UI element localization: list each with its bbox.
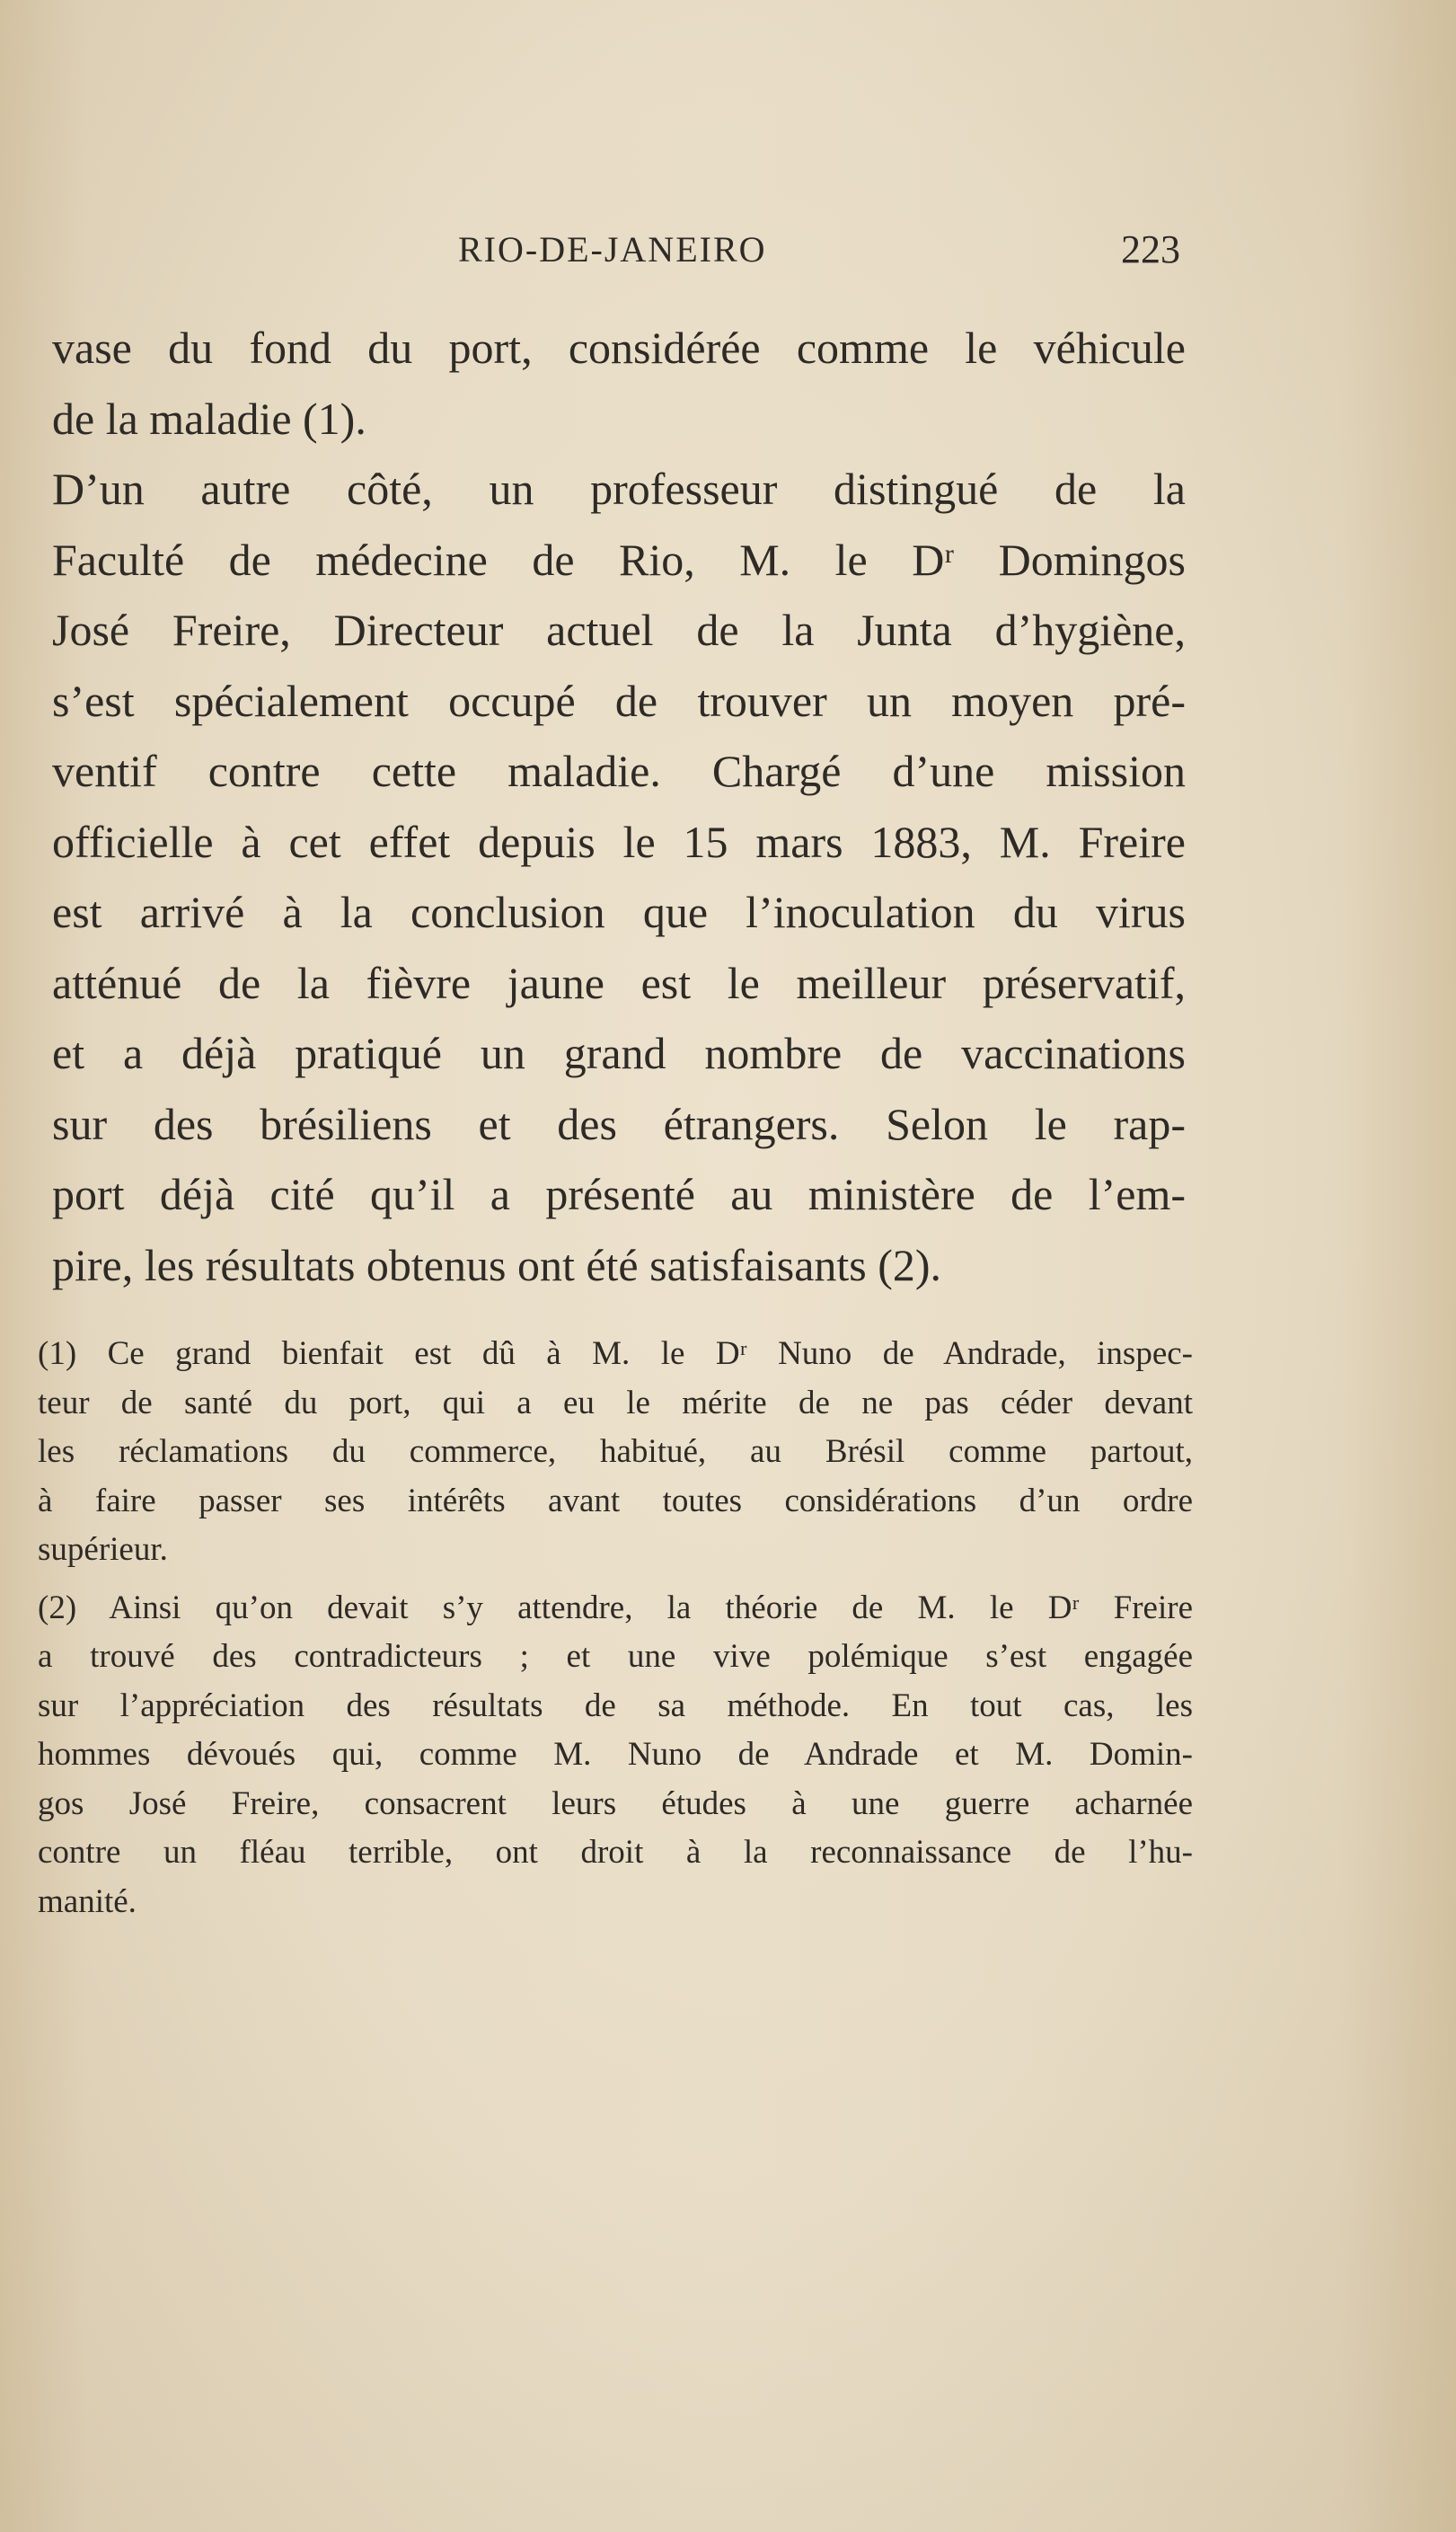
- footnote-line: manité.: [38, 1882, 137, 1920]
- body-line: D’un autre côté, un professeur distingué de la: [52, 464, 1186, 514]
- footnote-line: hommes dévoués qui, comme M. Nuno de Andrade et M. Domin-: [38, 1736, 1193, 1773]
- footnote-line: a trouvé des contradicteurs ; et une vive polémique s’est engagée: [38, 1638, 1193, 1675]
- footnote-line: supérieur.: [38, 1531, 168, 1568]
- running-title: RIO-DE-JANEIRO: [458, 229, 767, 270]
- body-line: de la maladie (1).: [52, 393, 366, 444]
- page-number: 223: [1121, 227, 1180, 271]
- footnote-line: teur de santé du port, qui a eu le mérite de ne pas céder devant: [38, 1384, 1193, 1421]
- body-line: est arrivé à la conclusion que l’inoculation du virus: [52, 887, 1186, 937]
- footnote-line: (1) Ce grand bienfait est dû à M. le Dʳ Nuno de Andrade, inspec-: [38, 1335, 1193, 1372]
- footnotes: [38, 1330, 1193, 1926]
- body-line: officielle à cet effet depuis le 15 mars 1883, M. Freire: [52, 816, 1186, 867]
- footnote-line: contre un fléau terrible, ont droit à la reconnaissance de l’hu-: [38, 1834, 1193, 1871]
- main-paragraphs: [52, 313, 1186, 1300]
- body-line: sur des brésiliens et des étrangers. Selon le rap-: [52, 1098, 1186, 1149]
- footnote-line: les réclamations du commerce, habitué, au Brésil comme partout,: [38, 1433, 1193, 1470]
- body-line: vase du fond du port, considérée comme le véhicule: [52, 323, 1186, 373]
- body-line: port déjà cité qu’il a présenté au ministère de l’em-: [52, 1169, 1186, 1219]
- footnote-line: (2) Ainsi qu’on devait s’y attendre, la théorie de M. le Dʳ Freire: [38, 1589, 1193, 1626]
- body-line: s’est spécialement occupé de trouver un moyen pré-: [52, 675, 1186, 726]
- footnote-line: sur l’appréciation des résultats de sa méthode. En tout cas, les: [38, 1687, 1193, 1724]
- body-line: ventif contre cette maladie. Chargé d’une mission: [52, 746, 1186, 796]
- footnote-line: à faire passer ses intérêts avant toutes considérations d’un ordre: [38, 1482, 1193, 1519]
- body-line: Faculté de médecine de Rio, M. le Dʳ Domingos: [52, 534, 1186, 585]
- footnote-line: gos José Freire, consacrent leurs études à une guerre acharnée: [38, 1784, 1193, 1822]
- body-line: et a déjà pratiqué un grand nombre de vaccinations: [52, 1028, 1186, 1078]
- footnote-2: [38, 1584, 1193, 1927]
- page-header: [0, 223, 1456, 277]
- body-line: José Freire, Directeur actuel de la Junta d’hygiène,: [52, 605, 1186, 655]
- body-line: atténué de la fièvre jaune est le meilleur préservatif,: [52, 957, 1186, 1008]
- footnote-1: [38, 1330, 1193, 1575]
- body-line: pire, les résultats obtenus ont été satisfaisants (2).: [52, 1239, 942, 1290]
